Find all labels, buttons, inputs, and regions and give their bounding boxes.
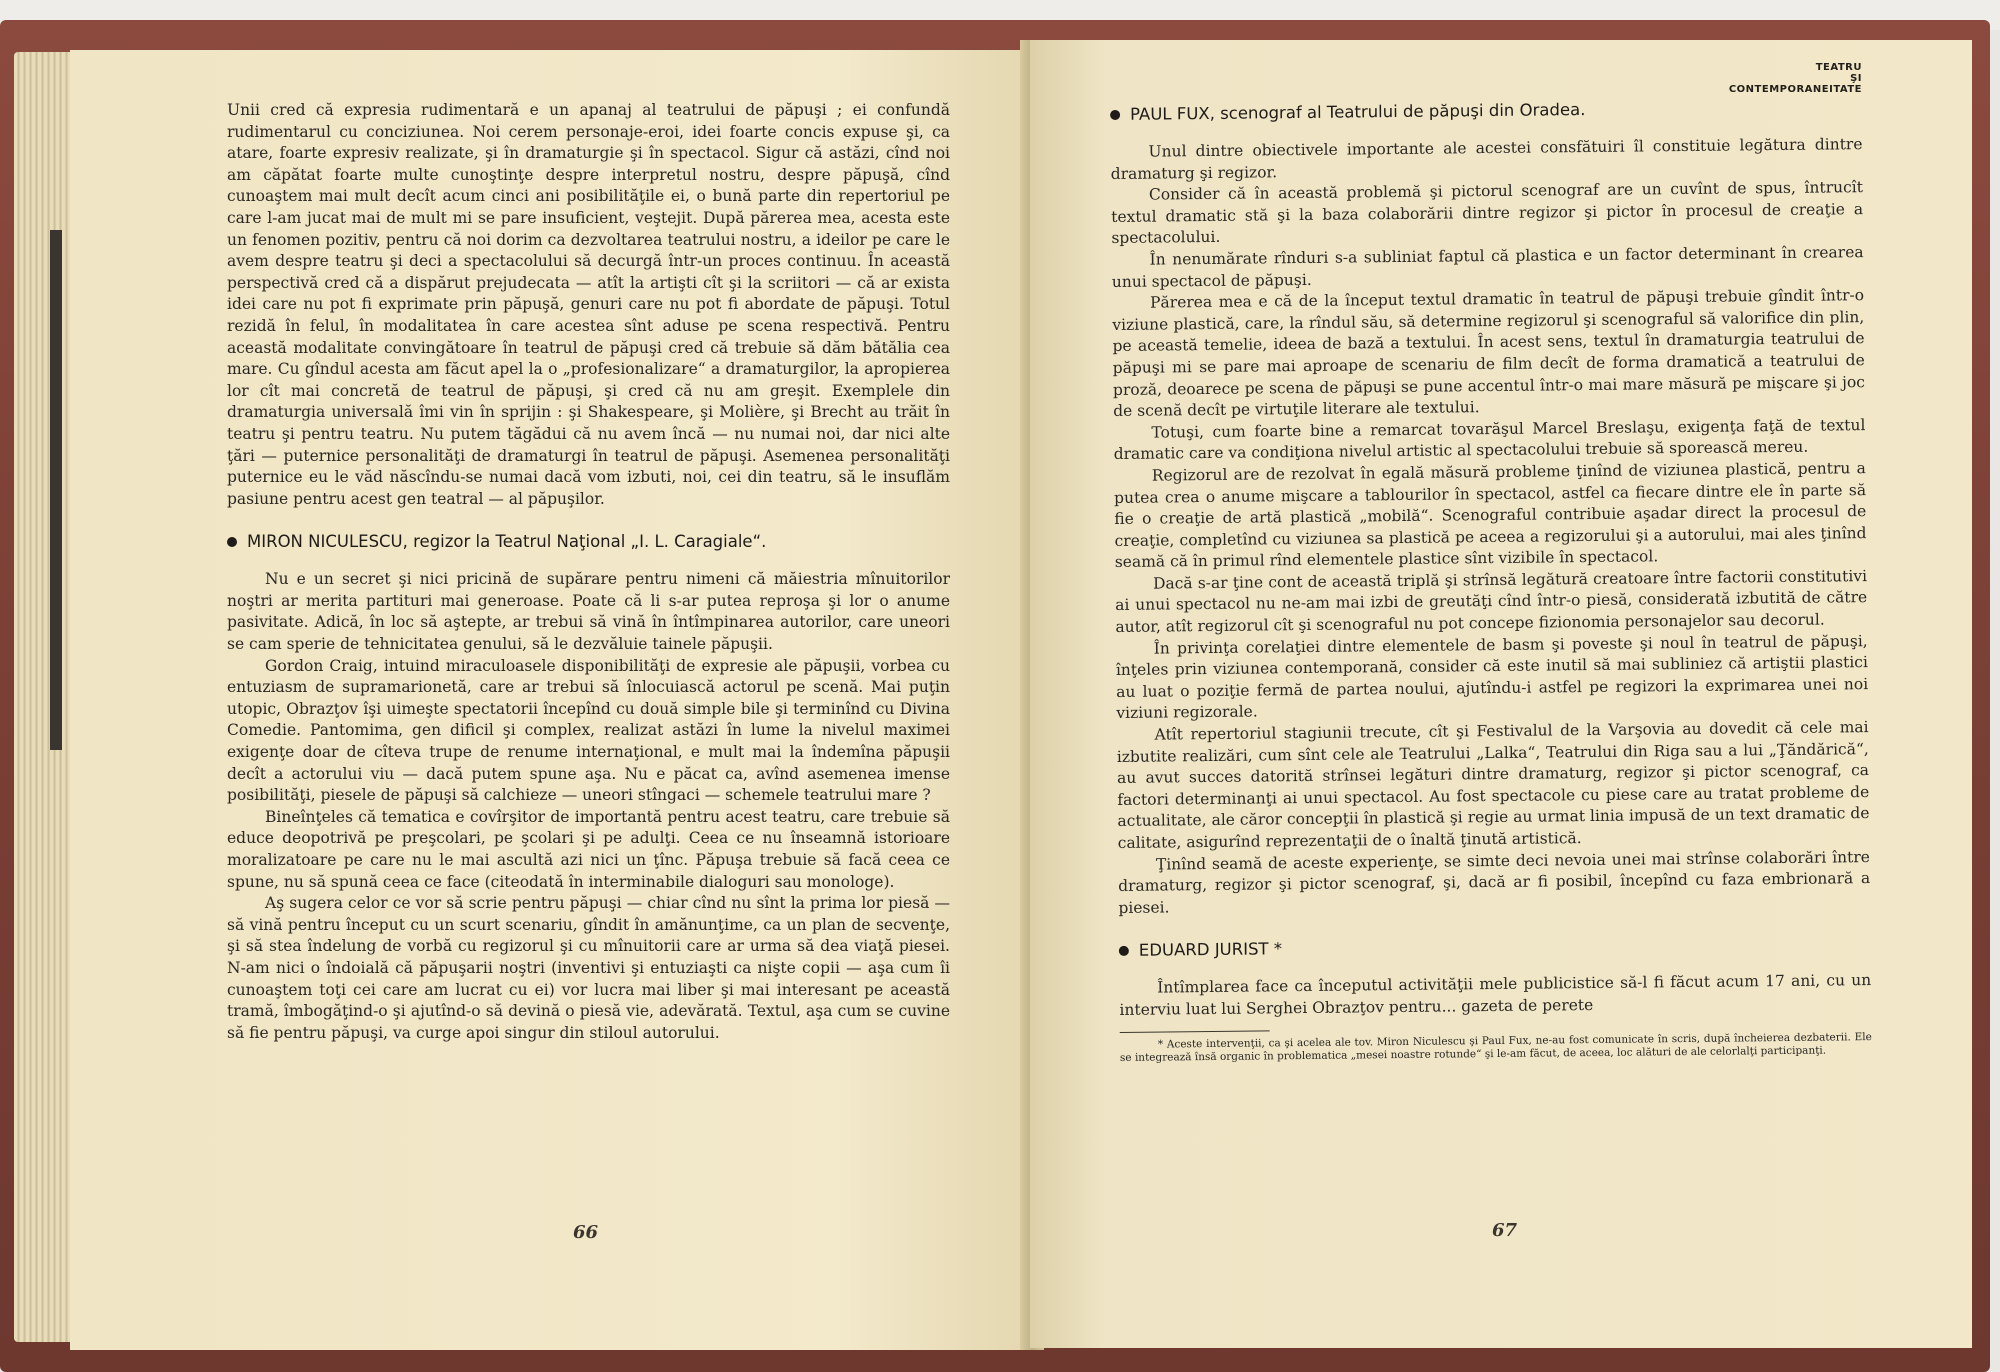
intro-text — [227, 100, 950, 510]
paragraph: Aş sugera celor ce vor să scrie pentru păpuşi — chiar cînd nu sînt la prima lor piesă — să vină pentru început cu un scurt scenariu, gîndit în amănunţime, ca un plan de secvenţe, şi să stea îndelung de vorbă cu regizorul şi cu mînuitorii care ar urma să dea viaţă piesei. N-am nici o îndoială că păpuşarii noştri (inventivi şi entuziaşti ca nişte copii — aşa cum îi cunoaştem toţi cei care am lucrat cu ei) vor lucra mai liber şi mai interesant pe această tramă, îmbogăţind-o şi ajutînd-o să devină o piesă vie, adevărată. Textul, aşa cum se cuvine să fie pentru păpuşi, va curge apoi singur din stiloul autorului. — [227, 894, 950, 1042]
paragraph: Ţinînd seamă de aceste experienţe, se simte deci nevoia unei mai strînse colaborări între dramaturg, regizor şi pictor scenograf, şi, dacă ar fi posibil, începînd cu faza embrionară a piesei. — [1118, 847, 1871, 917]
section-body-fux — [1110, 134, 1870, 919]
paragraph: Nu e un secret şi nici pricină de supărare pentru nimeni că măiestria mînuitorilor noştri ar merita partituri mai generoase. Poate că li s-ar putea reproşa şi lor o anume pasivitate. Adică, în loc să aştepte, ar trebui să vină în întîmpinarea autorilor, care uneori se cam sperie de tehnicitatea genului, să le dezvăluie tainele păpuşii. — [227, 570, 950, 654]
paragraph: Unii cred că expresia rudimentară e un apanaj al teatrului de păpuşi ; ei confundă rudimentarul cu conciziunea. Noi cerem personaje-eroi, idei foarte concis expuse şi, ca atare, foarte expresiv realizate, şi în dramaturgie şi în spectacol. Sigur că astăzi, cînd noi am căpătat foarte multe cunoştinţe despre interpretul nostru, despre păpuşă, cînd cunoaştem mai mult decît acum cinci ani posibilităţile ei, o bună parte din repertoriul pe care l-am jucat mai de mult mi se pare insuficient, veştejit. După părerea mea, acesta este un fenomen pozitiv, pentru că noi dorim ca dezvoltarea teatrului nostru, a ideilor pe care le avem despre teatru şi deci a spectacolului să decurgă într-un proces continuu. În această perspectivă cred că a dispărut prejudecata — atît la artişti cît şi la scriitori — că ar exista idei care nu pot fi exprimate prin păpuşă, genuri care nu pot fi abordate de păpuşi. Totul rezidă în felul, în modalitatea în care acestea sînt aduse pe scena respectivă. Pentru această modalitate convingătoare în teatrul de păpuşi cred că trebuie să dăm bătălia cea mare. Cu gîndul acesta am făcut apel la o „profesionalizare“ a dramaturgilor, la apropierea lor cît mai concretă de teatrul de păpuşi, şi cred că nu am greşit. Exemplele din dramaturgia universală îmi vin în sprijin : şi Shakespeare, şi Molière, şi Brecht au trăit în teatru şi pentru teatru. Nu putem tăgădui că nu avem încă — nu numai noi, dar nici alte ţări — puternice personalităţi de dramaturgi în teatrul de păpuşi. Asemenea personalităţi puternice eu le văd născîndu-se numai dacă vom izbuti, noi, cei din teatru, să le insuflăm pasiune pentru acest gen teatral — al păpuşilor. — [227, 101, 950, 508]
running-head — [1110, 62, 1862, 95]
paragraph: Părerea mea e că de la început textul dramatic în teatrul de păpuşi trebuie gîndit într-o viziune plastică, care, la rîndul său, să determine regizorul şi scenograful să valorifice din plin, pe această temelie, ideea de bază a textului. În acest sens, textul în dramaturgia teatrului de păpuşi mi se pare mai aproape de scenariu de film decît de forma dramatică a teatrului de proză, deoarece pe scena de păpuşi se pune accentul într-o mai mare măsură pe mişcare şi joc de scenă decît pe virtuţile literare ale textului. — [1112, 286, 1866, 421]
paragraph: Regizorul are de rezolvat în egală măsură probleme ţinînd de viziunea plastică, pentru a putea crea o anume mişcare a tablourilor în spectacol, astfel ca fiecare dintre ele în parte să fie o creaţie de artă plastică „mobilă“. Scenograful contribuie aşadar direct la procesul de creaţie, completînd cu viziunea sa plastică pe aceea a regizorului şi a autorului, mai ales ţinînd seamă că în primul rînd elementele plastice sînt vizibile în spectacol. — [1114, 459, 1867, 572]
running-head-line: TEATRU — [1815, 62, 1862, 73]
paragraph: Totuşi, cum foarte bine a remarcat tovarăşul Marcel Breslaşu, exigenţa faţă de textul dramatic care va condiţiona nivelul artistic al spectacolului trebuie să sporească mereu. — [1113, 415, 1866, 464]
paragraph: Gordon Craig, intuind miraculoasele disponibilităţi de expresie ale păpuşii, vorbea cu entuziasm de supramarionetă, care ar trebui să înlocuiască actorul pe scenă. Mai puţin utopic, Obrazţov îşi uimeşte spectatorii începînd cu două simple bile şi terminînd cu Divina Comedie. Pantomima, gen dificil şi complex, realizat astăzi în lume la nivelul maximei exigenţe doar de cîteva trupe de renume internaţional, e mult mai la îndemîna păpuşii decît a actorului viu — dacă putem spune aşa. Nu e păcat ca, avînd asemenea imense posibilităţi, piesele de păpuşi să calchieze — uneori stîngaci — schemele teatrului mare ? — [227, 656, 950, 805]
footnote-rule — [1120, 1030, 1270, 1033]
heading-text: MIRON NICULESCU, regizor la Teatrul Naţional „I. L. Caragiale“. — [247, 532, 767, 552]
heading-text: EDUARD JURIST * — [1138, 939, 1283, 961]
bullet-icon — [1119, 946, 1129, 956]
right-column — [1110, 97, 1872, 1064]
page-edges — [14, 52, 74, 1342]
paragraph: În privinţa corelaţiei dintre elementele de basm şi poveste şi noul în teatrul de păpuşi, înţeles prin viziunea contemporană, consider că este inutil să mai subliniez că artiştii plastici au luat o poziţie fermă de partea noului, ajutîndu-i astfel pe regizori la exprimarea unei noi viziuni regizorale. — [1115, 631, 1869, 723]
footnote: * Aceste intervenţii, ca şi acelea ale tov. Miron Niculescu şi Paul Fux, ne-au fost comunicate în scris, după încheierea dezbaterii. Ele se integrează însă organic în problematica „mesei noastre rotunde“ şi le-am făcut, de aceea, loc alături de ale celorlalţi participanţi. — [1119, 1030, 1872, 1064]
binding-mark — [50, 230, 62, 750]
section-body-jurist — [1119, 970, 1871, 1021]
bullet-icon — [1110, 109, 1120, 119]
left-page — [70, 50, 1030, 1350]
paragraph: Bineînţeles că tematica e covîrşitor de importantă pentru acest teatru, care trebuie să educe deopotrivă pe preşcolari, pe şcolari şi pe adulţi. Ceea ce nu înseamnă istorioare moralizatoare pe care nu le mai ascultă azi nici un ţînc. Păpuşa trebuie să facă ceea ce spune, nu să spună ceea ce face (citeodată în interminabile dialoguri sau monologe). — [227, 807, 950, 891]
running-head-line: CONTEMPORANEITATE — [1728, 84, 1862, 95]
section-heading-jurist — [1119, 933, 1871, 960]
paragraph: Atît repertoriul stagiunii trecute, cît şi Festivalul de la Varşovia au dovedit că cele mai izbutite realizări, cum sînt cele ale Teatrului „Lalka“, Teatrului din Riga sau a lui „Ţăndărică“, au avut succes datorită strînsei legături dintre dramaturg, regizor şi pictor scenograf, ca factori determinanţi ai unui spectacol. Au fost spectacole cu piese care au tratat probleme de actualitate, ale căror concepţii în plastică şi regie au urmat linia impusă de un text dramatic de calitate, asigurînd reprezentaţii de o înaltă ţinută artistică. — [1116, 718, 1870, 852]
page-number-right: 67 — [1492, 1220, 1518, 1241]
paragraph: Unul dintre obiectivele importante ale acestei consfătuiri îl constituie legătura dintre dramaturg şi regizor. — [1110, 135, 1863, 183]
bullet-icon — [227, 537, 237, 547]
section-heading-niculescu — [227, 532, 950, 551]
paragraph: Dacă s-ar ţine cont de această triplă şi strînsă legătură creatoare între factorii constitutivi ai unui spectacol nu ne-am mai izbi de greutăţi cînd într-o piesă, considerată izbutită de către autor, atît regizorul cît şi scenograful nu pot concepe fizionomia personajelor sau decorul. — [1115, 566, 1868, 637]
page-number-left: 66 — [573, 1222, 599, 1243]
section-body-niculescu — [227, 569, 950, 1044]
heading-text: PAUL FUX, scenograf al Teatrului de păpuşi din Oradea. — [1129, 100, 1586, 124]
paragraph: Întîmplarea face ca începutul activităţii mele publicistice să-l fi făcut acum 17 ani, cu un interviu luat lui Serghei Obrazţov pentru... gazeta de perete — [1119, 971, 1872, 1019]
running-head-line: ŞI — [1850, 73, 1862, 84]
section-heading-fux — [1110, 97, 1862, 124]
paragraph: În nenumărate rînduri s-a subliniat faptul că plastica e un factor determinant în crearea unui spectacol de păpuşi. — [1111, 243, 1864, 291]
paragraph: Consider că în această problemă şi pictorul scenograf are un cuvînt de spus, întrucît textul dramatic stă şi la baza colaborării dintre regizor şi pictor în procesul de creaţie a spectacolului. — [1111, 178, 1864, 248]
right-page — [1030, 40, 1972, 1348]
